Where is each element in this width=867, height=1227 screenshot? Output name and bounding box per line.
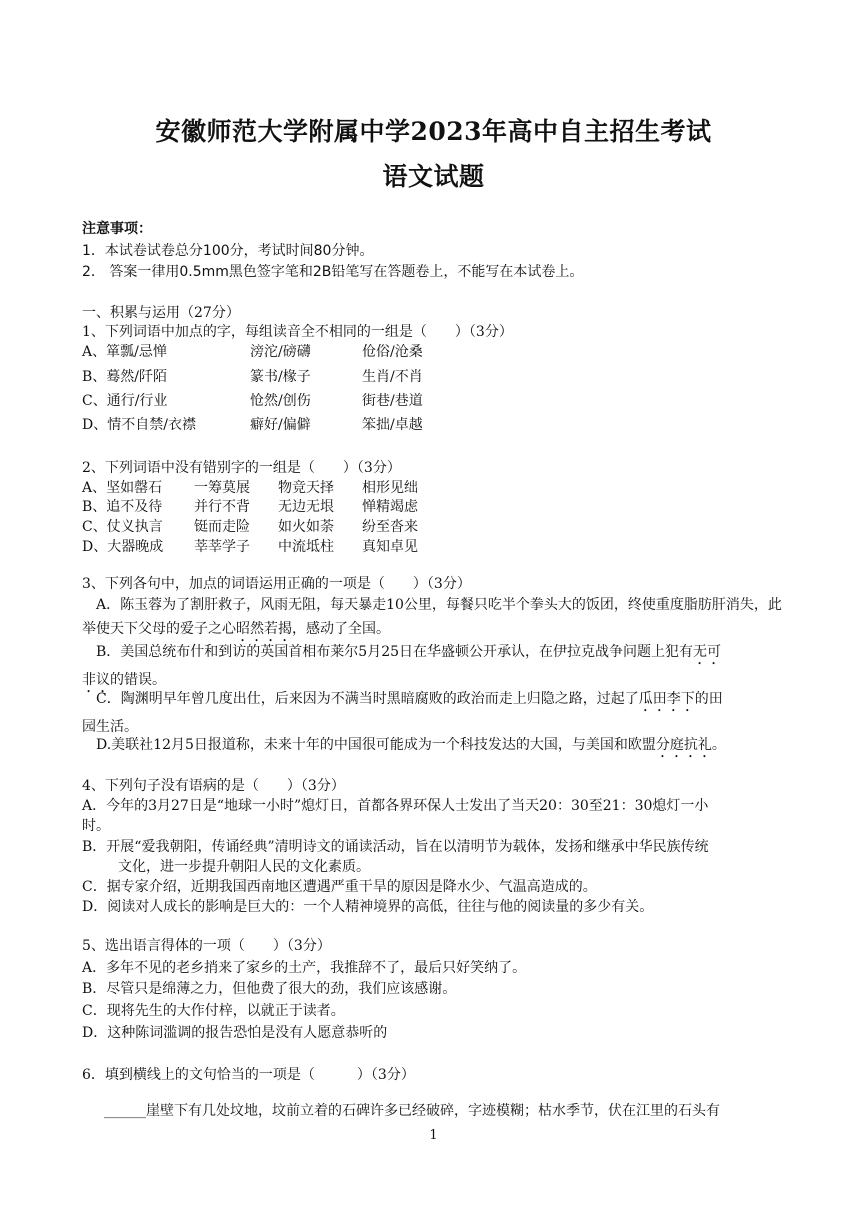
q5-option-b: B．尽管只是绵薄之力，但他费了很大的劲，我们应该感谢。 [82,981,457,997]
exam-subtitle: 语文试题 [382,162,485,191]
q3-stem: 3、下列各句中，加点的词语运用正确的一项是（ ）（3分） [82,576,471,592]
q6-stem: 6．填到横线上的文句恰当的一项是（ ）（3分） [82,1067,415,1083]
q3-d-end: 。 [711,737,726,753]
q1-option-b-3: 生肖/不肖 [362,369,423,385]
q2-option-c-2: 铤而走险 [194,519,250,535]
q1-option-d-1: D、情不自禁/衣襟 [82,417,196,433]
q1-option-c-1: C、通行/行业 [82,393,168,409]
page-number: 1 [429,1128,438,1143]
q3-d-dotted: 分庭抗礼 [655,737,712,753]
q3-b-dotted-2: 非议 [82,672,110,688]
notice-item-2: 2． 答案一律用0.5mm黑色签字笔和2B铅笔写在答题卷上，不能写在本试卷上。 [82,264,584,280]
q4-option-a-line1: A．今年的3月27日是“地球一小时”熄灯日，首都各界环保人士发出了当天20：30至21：30熄灯一小 [82,798,709,814]
q1-option-b-2: 篆书/椽子 [250,369,311,385]
q3-c-end-1: 的田 [694,691,723,707]
q5-option-d: D．这种陈词滥调的报告恐怕是没有人愿意恭听的 [82,1025,388,1041]
q4-option-b-line1: B．开展“爱我朝阳，传诵经典”清明诗文的诵读活动，旨在以清明节为载体，发扬和继承中华民族传统 [82,839,709,855]
q2-option-b-1: B、追不及待 [82,499,163,515]
notice-item-1: 1．本试卷试卷总分100分，考试时间80分钟。 [82,243,374,259]
q2-option-a-3: 物竞天择 [278,480,334,496]
q6-blank: ______ [104,1103,146,1119]
q2-option-a-4: 相形见绌 [362,480,418,496]
q6-passage-text: 崖壁下有几处坟地，坟前立着的石碑许多已经破碎，字迹模糊；枯水季节，伏在江里的石头有 [146,1103,720,1119]
q1-option-b-1: B、蓦然/阡陌 [82,369,168,385]
q3-option-a [82,593,786,645]
q3-a-end: ，感动了全国。 [292,621,390,637]
q4-option-d: D．阅读对人成长的影响是巨大的：一个人精神境界的高低，往往与他的阅读量的多少有关。 [82,899,654,915]
q3-option-c [82,687,786,739]
q1-stem: 1、下列词语中加点的字，每组读音全不相同的一组是（ ）（3分） [82,324,513,340]
q3-a-dotted: 昭然若揭 [236,621,292,637]
q2-stem: 2、下列词语中没有错别字的一组是（ ）（3分） [82,460,401,476]
q2-option-b-3: 无边无垠 [278,499,334,515]
q2-option-d-4: 真知卓见 [362,539,418,555]
q2-option-c-4: 纷至沓来 [362,519,418,535]
q1-option-d-3: 笨拙/卓越 [362,417,423,433]
q1-option-d-2: 癖好/偏僻 [250,417,311,433]
exam-title: 安徽师范大学附属中学2023年高中自主招生考试 [155,117,712,146]
q2-option-b-2: 并行不背 [194,499,250,515]
q4-option-c: C．据专家介绍，近期我国西南地区遭遇严重干旱的原因是降水少、气温高造成的。 [82,879,597,895]
q3-b-end: 的错误。 [110,672,166,688]
q4-option-a-line2: 时。 [82,818,110,834]
q2-option-d-1: D、大器晚成 [82,539,164,555]
q3-b-dotted-1: 无可 [693,644,722,660]
q1-option-c-3: 街巷/巷道 [362,393,423,409]
q1-option-a-1: A、箪瓢/忌惮 [82,344,167,360]
q6-passage-line [104,1102,720,1120]
q2-option-d-3: 中流坻柱 [278,539,334,555]
q1-option-c-2: 怆然/创伤 [250,393,311,409]
q1-option-a-2: 滂沱/磅礴 [250,344,311,360]
section-heading: 一、积累与运用（27分） [82,305,240,321]
q2-option-d-2: 莘莘学子 [194,539,250,555]
q3-b-text: B．美国总统布什和到访的英国首相布莱尔5月25日在华盛顿公开承认，在伊拉克战争问题上犯有 [96,644,694,660]
q3-c-text: C．陶渊明早年曾几度出仕，后来因为不满当时黑暗腐败的政治而走上归隐之路，过起了 [96,691,639,707]
q5-option-c: C．现将先生的大作付梓，以就正于读者。 [82,1003,345,1019]
q1-option-a-3: 伧俗/沧桑 [362,344,423,360]
q3-option-d [82,733,786,761]
q2-option-c-1: C、仗义执言 [82,519,163,535]
q2-option-c-3: 如火如荼 [278,519,334,535]
q2-option-b-4: 惮精竭虑 [362,499,418,515]
q3-c-dotted: 瓜田李下 [638,691,695,707]
q5-stem: 5、选出语言得体的一项（ ）（3分） [82,938,331,954]
q4-option-b-line2: 文化，进一步提升朝阳人民的文化素质。 [118,859,370,875]
q3-c-end-2: 园生活。 [82,719,138,735]
q5-option-a: A．多年不见的老乡捎来了家乡的土产，我推辞不了，最后只好笑纳了。 [82,960,527,976]
q2-option-a-1: A、坚如罄石 [82,480,163,496]
notice-heading: 注意事项： [82,221,152,237]
q3-a-text: A．陈玉蓉为了割肝救子，风雨无阻，每天暴走10公里，每餐只吃半个拳头大的饭团，终使重度脂肪肝消失，此举使天下父母的爱子之心 [82,597,782,637]
q2-option-a-2: 一筹莫展 [194,480,250,496]
q4-stem: 4、下列句子没有语病的是（ ）（3分） [82,778,345,794]
q3-d-text: D.美联社12月5日报道称，未来十年的中国很可能成为一个科技发达的大国，与美国和欧盟 [96,737,656,753]
